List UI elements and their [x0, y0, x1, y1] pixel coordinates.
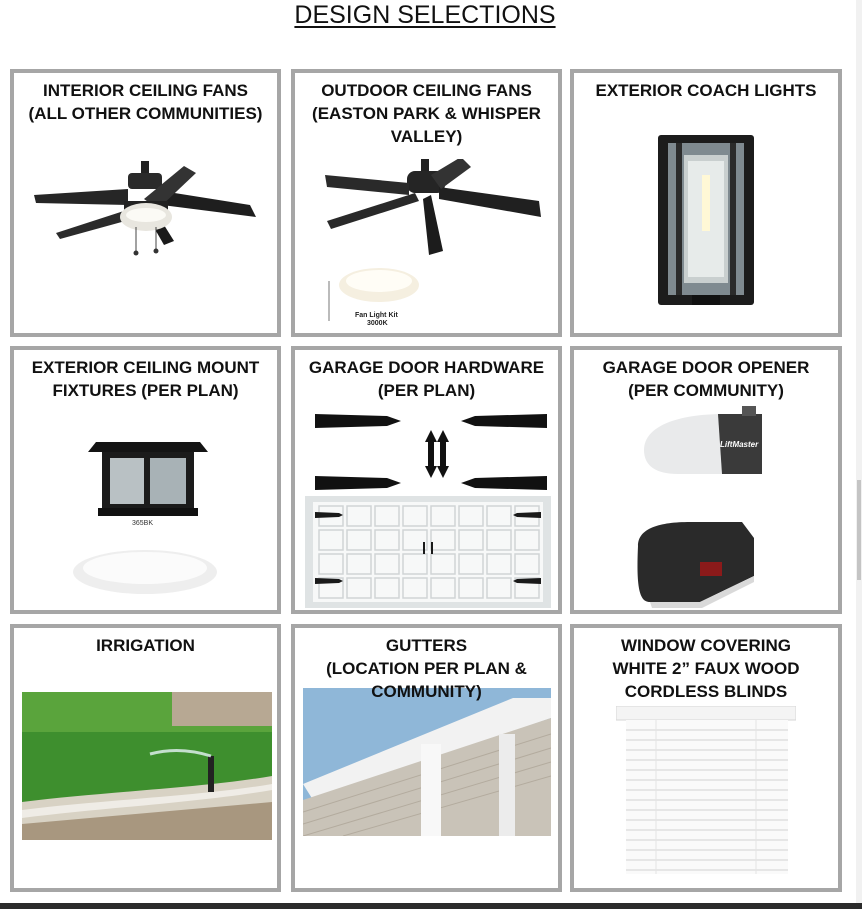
- vertical-scrollbar[interactable]: [856, 0, 862, 909]
- bottom-edge-bar: [0, 903, 862, 909]
- page-title: DESIGN SELECTIONS: [294, 1, 556, 29]
- garage-door-image: [305, 496, 551, 608]
- card-title: GARAGE DOOR HARDWARE (PER PLAN): [308, 358, 545, 400]
- card-garage-door-hardware: [291, 346, 562, 614]
- interior-ceiling-fan-image: [24, 161, 267, 281]
- outdoor-ceiling-fan-image: [319, 159, 549, 259]
- ceiling-mount-lantern-image: [88, 430, 208, 516]
- card-title: IRRIGATION: [96, 636, 195, 655]
- coach-light-image: [656, 135, 756, 307]
- garage-hinge-hardware-image: [311, 410, 551, 492]
- card-exterior-coach-lights: [570, 69, 842, 337]
- lantern-model-caption: 365BK: [132, 520, 154, 527]
- card-gutters: [291, 624, 562, 892]
- card-window-covering: [570, 624, 842, 892]
- card-title: GARAGE DOOR OPENER (PER COMMUNITY): [602, 358, 810, 400]
- faux-wood-blinds-image: [616, 706, 796, 876]
- opener-brand-label: LiftMaster: [720, 440, 759, 449]
- scrollbar-thumb[interactable]: [857, 480, 861, 580]
- card-title: OUTDOOR CEILING FANS (EASTON PARK & WHISPER VALLEY): [312, 81, 541, 146]
- card-outdoor-ceiling-fans: [291, 69, 562, 337]
- card-title: INTERIOR CEILING FANS (ALL OTHER COMMUNITIES): [28, 81, 263, 123]
- fan-light-kit-caption: Fan Light Kit 3000K: [355, 312, 398, 327]
- flush-mount-disc-image: [70, 546, 220, 598]
- card-title: EXTERIOR COACH LIGHTS: [595, 81, 817, 100]
- card-garage-door-opener: [570, 346, 842, 614]
- card-title: EXTERIOR CEILING MOUNT FIXTURES (PER PLAN): [31, 358, 260, 400]
- card-title: WINDOW COVERING WHITE 2” FAUX WOOD CORDLESS BLINDS: [612, 636, 800, 701]
- gutter-downspout-image: [303, 688, 551, 836]
- garage-opener-motor-image: [630, 516, 760, 608]
- card-interior-ceiling-fans: [10, 69, 281, 337]
- card-exterior-ceiling-mount-fixtures: [10, 346, 281, 614]
- sprinkler-irrigation-image: [22, 692, 272, 840]
- card-title: GUTTERS (LOCATION PER PLAN & COMMUNITY): [326, 636, 527, 701]
- card-irrigation: [10, 624, 281, 892]
